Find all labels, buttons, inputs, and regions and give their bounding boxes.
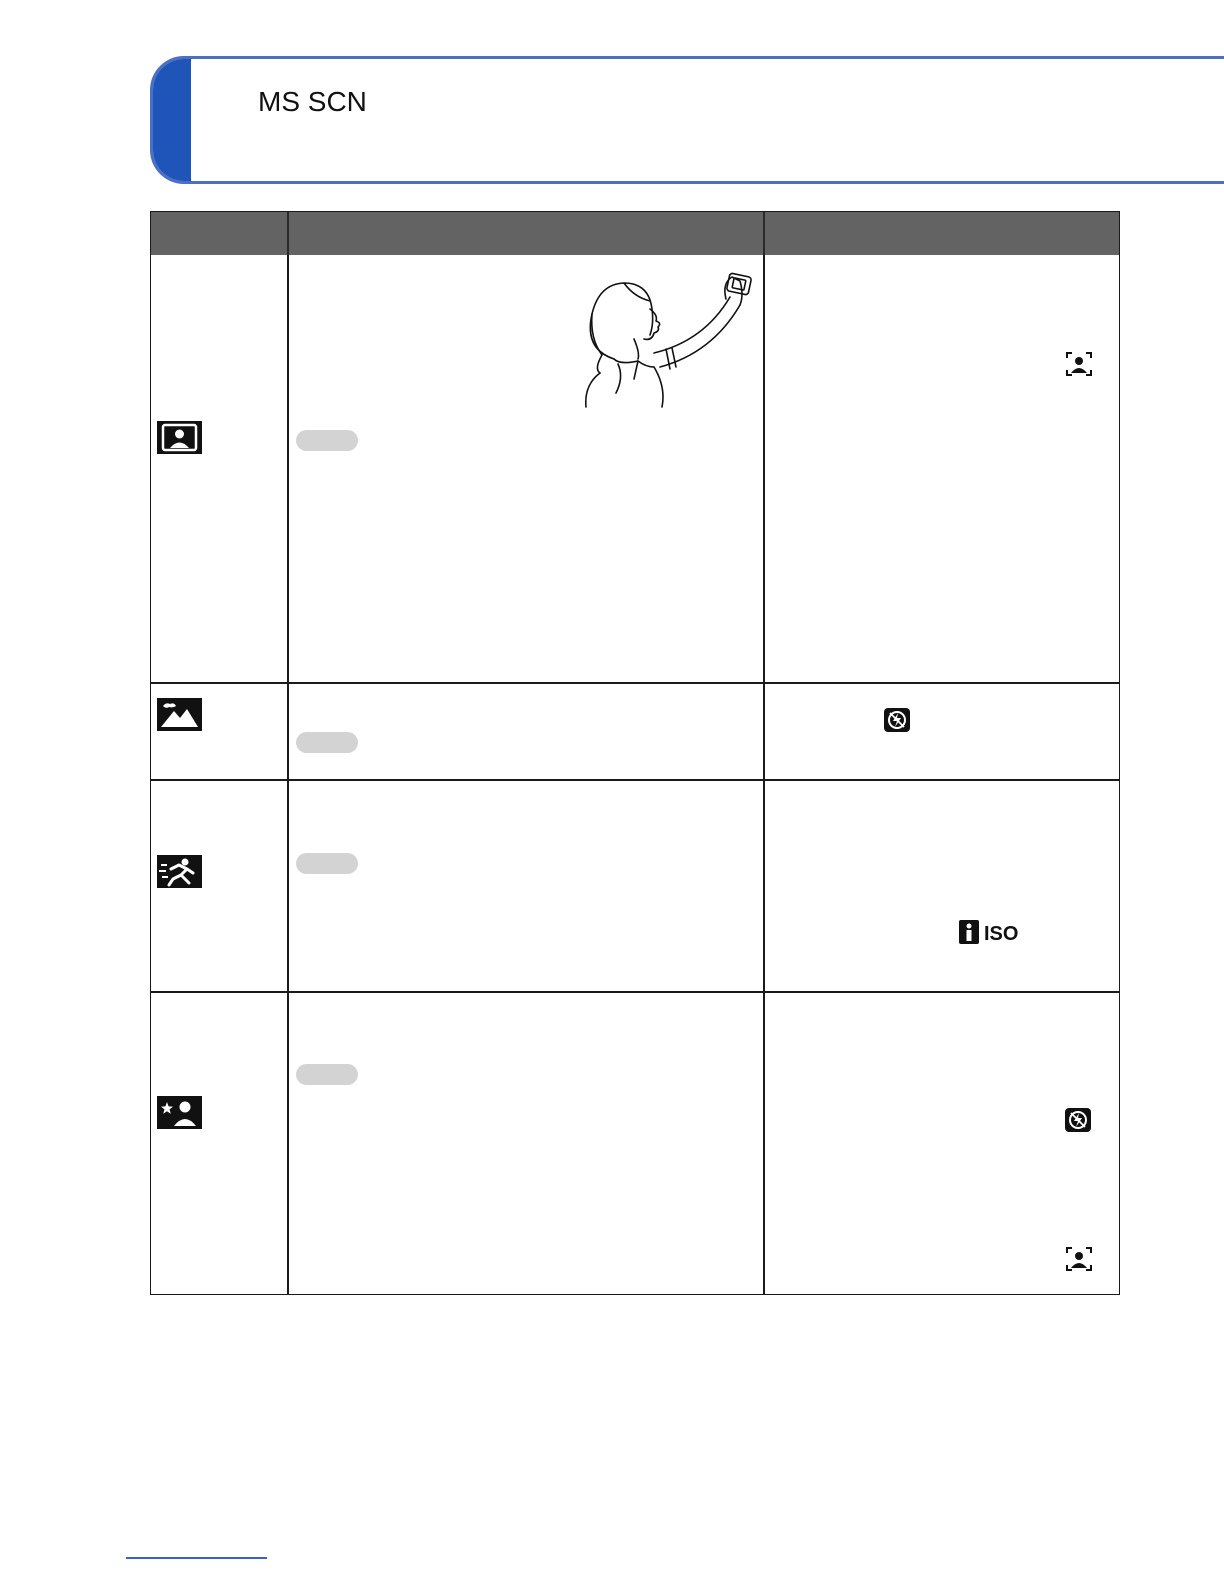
iso-label: ISO	[984, 923, 1019, 944]
section-tab	[153, 59, 191, 181]
night-portrait-icon	[157, 1096, 202, 1129]
note-badge	[296, 1064, 358, 1085]
intelligent-iso-icon	[959, 920, 1019, 949]
face-detection-icon	[1065, 1246, 1093, 1277]
self-portrait-icon	[157, 421, 202, 454]
sports-icon	[157, 855, 202, 888]
note-badge	[296, 853, 358, 874]
row-divider	[150, 682, 1120, 684]
scenery-icon	[157, 698, 202, 731]
table-header	[150, 211, 1120, 255]
column-divider	[287, 255, 289, 1295]
flash-off-icon	[884, 708, 910, 737]
flash-off-icon	[1065, 1108, 1091, 1137]
row-divider	[150, 991, 1120, 993]
scene-mode-table	[150, 211, 1120, 1295]
note-badge	[296, 430, 358, 451]
header-divider	[287, 211, 289, 255]
note-badge	[296, 732, 358, 753]
header-divider	[763, 211, 765, 255]
face-detection-icon	[1065, 351, 1093, 382]
header-banner	[150, 56, 1224, 184]
footer-link[interactable]	[126, 1557, 267, 1559]
page-title: MS SCN	[258, 86, 367, 117]
self-portrait-illustration	[554, 269, 764, 414]
row-divider	[150, 779, 1120, 781]
